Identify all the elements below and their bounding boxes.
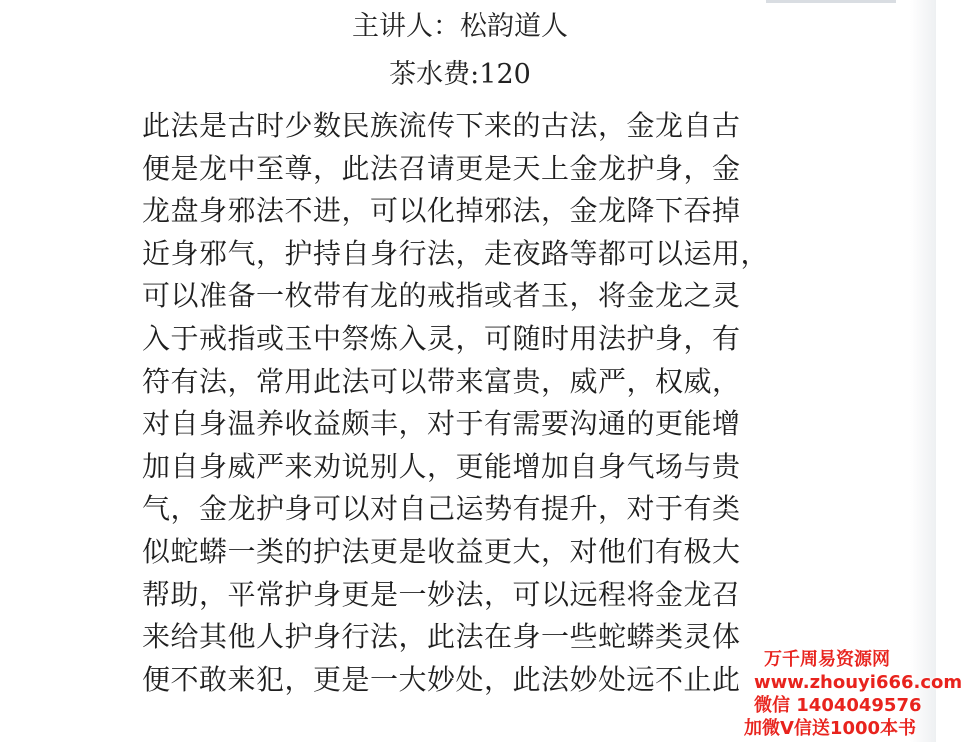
body-line: 便不敢来犯，更是一大妙处，此法妙处远不止此 bbox=[142, 662, 741, 696]
body-line: 气，金龙护身可以对自己运势有提升，对于有类 bbox=[142, 492, 741, 526]
watermark-site-name: 万千周易资源网 bbox=[764, 649, 890, 670]
body-line: 入于戒指或玉中祭炼入灵，可随时用法护身，有 bbox=[142, 321, 741, 355]
watermark-url: www.zhouyi666.com bbox=[754, 672, 962, 693]
body-line: 似蛇蟒一类的护法更是收益更大，对他们有极大 bbox=[142, 534, 741, 568]
watermark-overlay bbox=[716, 648, 962, 740]
watermark-promo: 加微V信送1000本书 bbox=[744, 718, 917, 739]
body-line: 帮助，平常护身更是一妙法，可以远程将金龙召 bbox=[142, 577, 741, 611]
body-line: 可以准备一枚带有龙的戒指或者玉，将金龙之灵 bbox=[142, 279, 741, 313]
speaker-line: 主讲人：松韵道人 bbox=[352, 11, 568, 42]
body-line: 便是龙中至尊，此法召请更是天上金龙护身，金 bbox=[142, 151, 741, 185]
body-line: 对自身温养收益颇丰，对于有需要沟通的更能增 bbox=[142, 407, 741, 441]
body-line: 加自身威严来劝说别人，更能增加自身气场与贵 bbox=[142, 449, 741, 483]
body-line: 龙盘身邪法不进，可以化掉邪法，金龙降下吞掉 bbox=[142, 194, 741, 228]
fee-line: 茶水费:120 bbox=[389, 59, 531, 90]
body-line: 近身邪气，护持自身行法，走夜路等都可以运用， bbox=[142, 236, 770, 270]
top-edge-shadow bbox=[766, 0, 896, 3]
body-text bbox=[142, 105, 802, 701]
body-line: 来给其他人护身行法，此法在身一些蛇蟒类灵体 bbox=[142, 620, 741, 654]
body-line: 此法是古时少数民族流传下来的古法，金龙自古 bbox=[142, 109, 741, 142]
watermark-wechat: 微信 1404049576 bbox=[754, 695, 922, 716]
body-line: 符有法，常用此法可以带来富贵，威严，权威， bbox=[142, 364, 741, 398]
page-right-edge bbox=[910, 0, 936, 742]
